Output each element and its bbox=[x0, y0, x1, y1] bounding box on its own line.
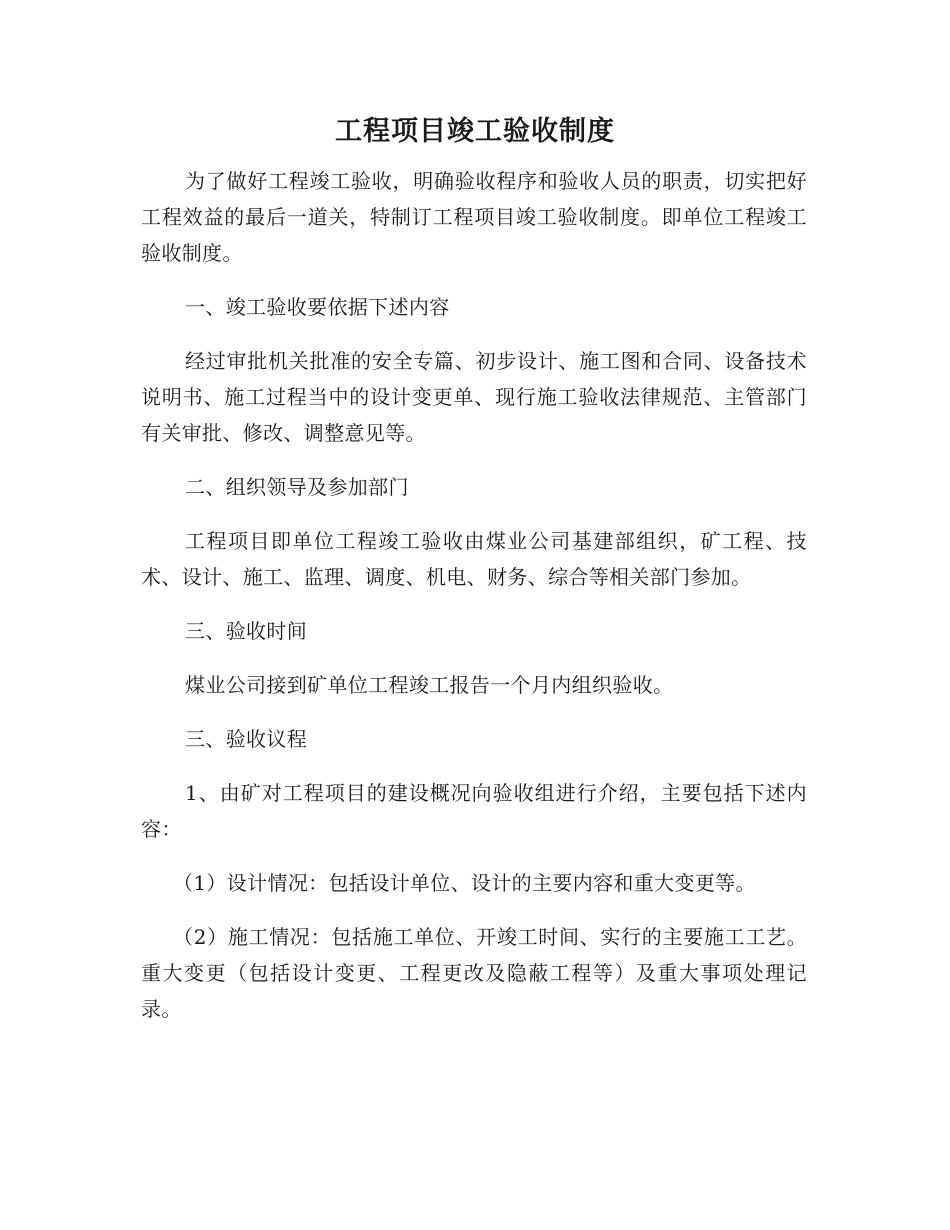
section-heading-agenda: 三、验收议程 bbox=[185, 727, 308, 751]
section-heading-time: 三、验收时间 bbox=[185, 619, 308, 643]
agenda-subitem-design: （1）设计情况：包括设计单位、设计的主要内容和重大变更等。 bbox=[173, 871, 756, 895]
intro-paragraph: 为了做好工程竣工验收，明确验收程序和验收人员的职责，切实把好工程效益的最后一道关，特制订工程项目竣工验收制度。即单位工程竣工验收制度。 bbox=[141, 169, 807, 265]
section-heading-basis: 一、竣工验收要依据下述内容 bbox=[185, 295, 450, 319]
agenda-subitem-construction: （2）施工情况：包括施工单位、开竣工时间、实行的主要施工工艺。 重大变更（包括设计变更、工程更改及隐蔽工程等）及重大事项处理记录。 bbox=[141, 925, 807, 1021]
document-body bbox=[141, 163, 807, 1045]
organization-paragraph: 工程项目即单位工程竣工验收由煤业公司基建部组织，矿工程、技术、设计、施工、监理、调度、机电、财务、综合等相关部门参加。 bbox=[141, 529, 807, 589]
time-paragraph: 煤业公司接到矿单位工程竣工报告一个月内组织验收。 bbox=[185, 673, 674, 697]
document-title: 工程项目竣工验收制度 bbox=[335, 116, 615, 147]
basis-paragraph: 经过审批机关批准的安全专篇、初步设计、施工图和合同、设备技术说明书、施工过程当中的设计变更单、现行施工验收法律规范、主管部门有关审批、修改、调整意见等。 bbox=[141, 349, 807, 445]
agenda-item-1: 1、由矿对工程项目的建设概况向验收组进行介绍，主要包括下述内容： bbox=[141, 781, 807, 841]
section-heading-organization: 二、组织领导及参加部门 bbox=[185, 475, 409, 499]
